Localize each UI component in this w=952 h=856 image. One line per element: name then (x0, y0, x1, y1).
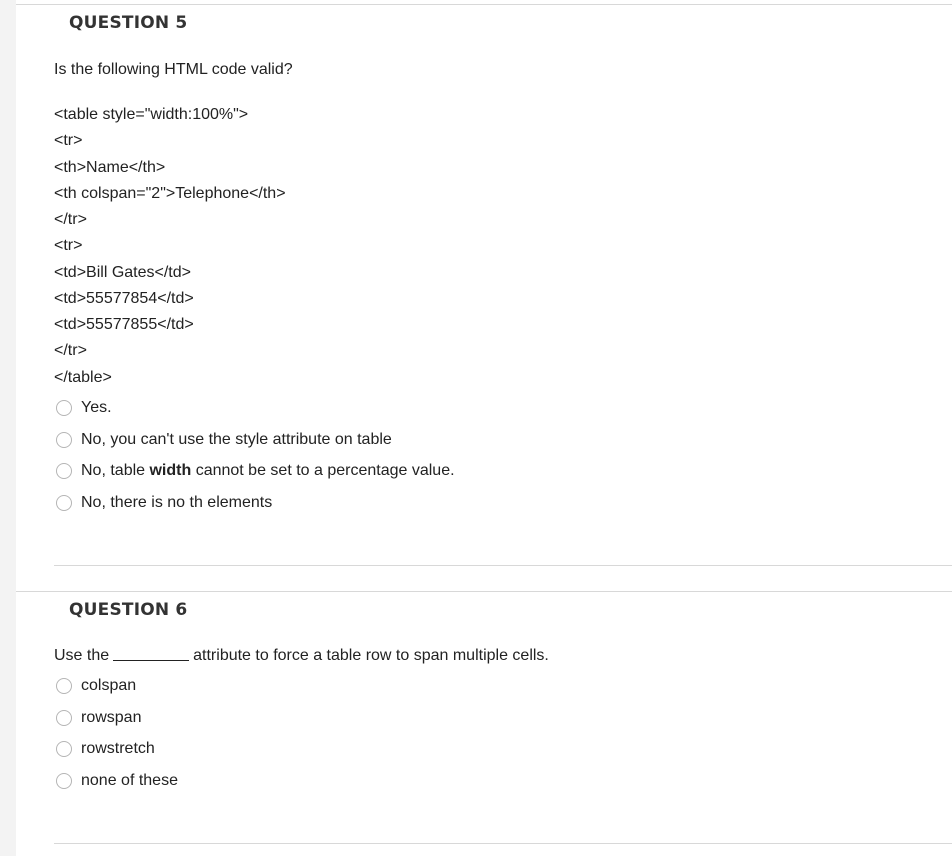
q6-option-rowspan[interactable] (56, 707, 141, 729)
code-line: <td>55577855</td> (54, 316, 194, 333)
option-label: Yes. (81, 399, 112, 416)
section-divider (54, 565, 952, 566)
question-6-title: QUESTION 6 (69, 600, 188, 620)
code-line: </table> (54, 369, 112, 386)
code-line: <th>Name</th> (54, 159, 166, 176)
top-divider (16, 4, 952, 5)
option-label: rowspan (81, 709, 142, 726)
question-5-prompt: Is the following HTML code valid? (54, 61, 293, 78)
radio-button[interactable] (56, 741, 72, 757)
radio-button[interactable] (56, 773, 72, 789)
q6-option-rowstretch[interactable] (56, 738, 155, 760)
question-divider (16, 591, 952, 592)
section-divider (54, 843, 952, 844)
code-line: <td>Bill Gates</td> (54, 264, 191, 281)
option-label-post: cannot be set to a percentage value. (191, 462, 455, 479)
q5-option-percentage-width[interactable] (56, 460, 455, 482)
q5-option-style-attribute[interactable] (56, 429, 392, 451)
code-line: <tr> (54, 237, 83, 254)
left-gutter (0, 0, 16, 856)
q5-option-no-th[interactable] (56, 492, 272, 514)
radio-button[interactable] (56, 432, 72, 448)
code-line: <table style="width:100%"> (54, 106, 249, 123)
radio-button[interactable] (56, 463, 72, 479)
fill-in-blank (113, 659, 189, 661)
option-label: No, you can't use the style attribute on table (81, 431, 392, 448)
question-6-prompt (54, 647, 549, 665)
option-label: No, there is no th elements (81, 494, 273, 511)
option-label-pre: No, table (81, 462, 150, 479)
code-line: <tr> (54, 132, 83, 149)
option-label: colspan (81, 677, 137, 694)
radio-button[interactable] (56, 495, 72, 511)
code-line: </tr> (54, 342, 87, 359)
option-label (81, 462, 455, 480)
radio-button[interactable] (56, 710, 72, 726)
option-label: none of these (81, 772, 178, 789)
q5-option-yes[interactable] (56, 397, 112, 419)
option-label-bold: width (149, 462, 192, 479)
prompt-pre: Use the (54, 647, 110, 664)
code-line: </tr> (54, 211, 87, 228)
option-label: rowstretch (81, 740, 155, 757)
q6-option-colspan[interactable] (56, 675, 136, 697)
question-5-title: QUESTION 5 (69, 13, 188, 33)
radio-button[interactable] (56, 678, 72, 694)
radio-button[interactable] (56, 400, 72, 416)
prompt-post: attribute to force a table row to span multiple cells. (193, 647, 549, 664)
code-line: <th colspan="2">Telephone</th> (54, 185, 286, 202)
q6-option-none[interactable] (56, 770, 178, 792)
code-line: <td>55577854</td> (54, 290, 194, 307)
